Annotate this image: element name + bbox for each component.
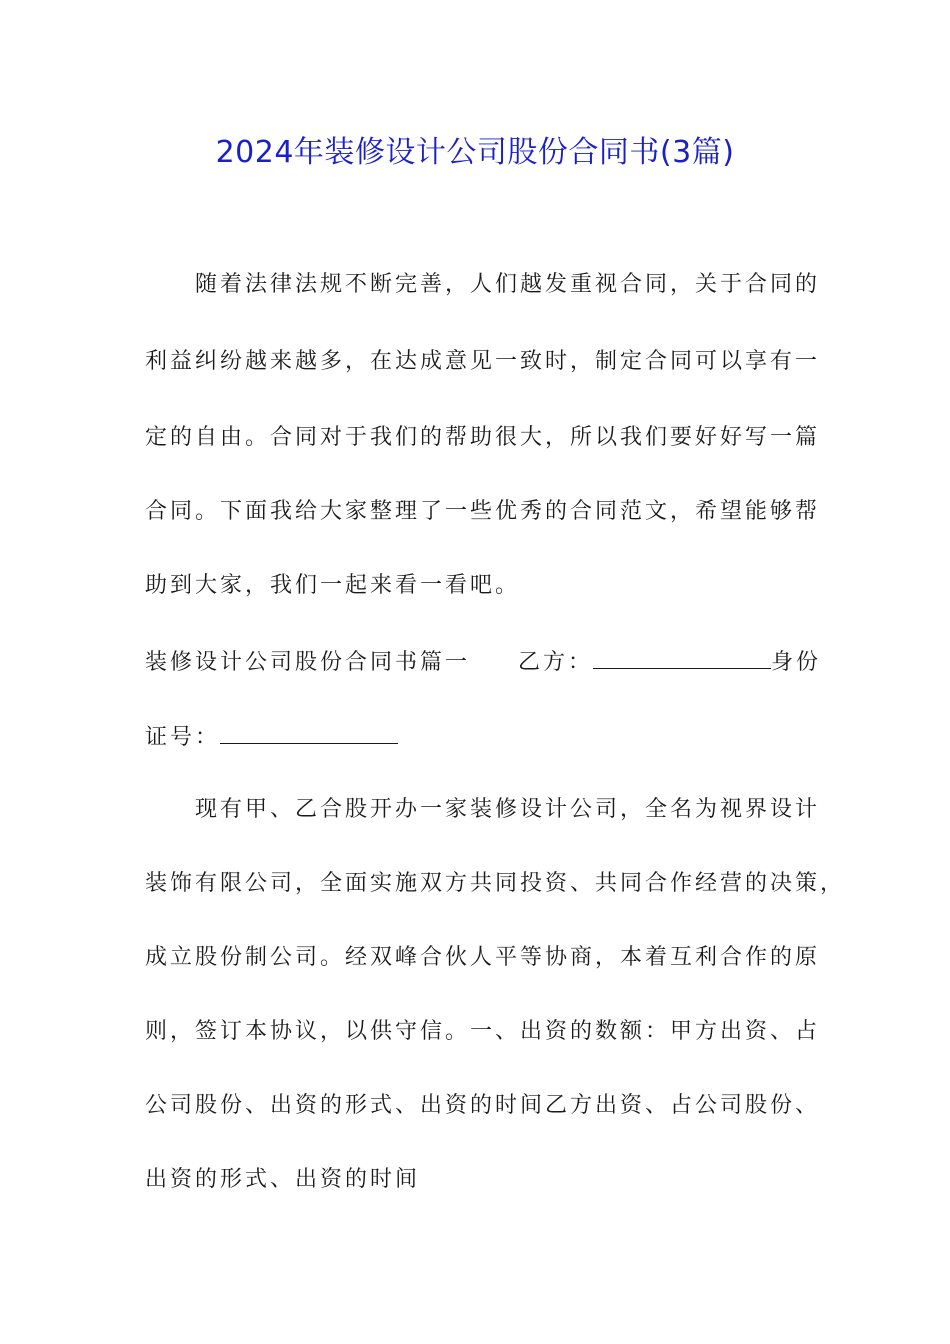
body-line: 公司股份、出资的形式、出资的时间乙方出资、占公司股份、 xyxy=(145,1093,821,1118)
party-b-blank xyxy=(593,640,771,669)
id-label: 证号： xyxy=(145,725,221,750)
document-title: 2024年装修设计公司股份合同书(3篇) xyxy=(215,135,735,170)
id-label: 身份 xyxy=(771,650,822,675)
body-line: 出资的形式、出资的时间 xyxy=(145,1167,421,1192)
intro-line: 定的自由。合同对于我们的帮助很大，所以我们要好好写一篇 xyxy=(145,425,821,450)
id-number-blank xyxy=(220,715,398,744)
intro-line: 利益纠纷越来越多，在达成意见一致时，制定合同可以享有一 xyxy=(145,349,821,374)
section-heading-line xyxy=(145,640,825,683)
party-b-label: 乙方： xyxy=(518,650,594,675)
body-line: 则，签订本协议，以供守信。一、出资的数额：甲方出资、占 xyxy=(145,1019,821,1044)
section-heading: 装修设计公司股份合同书篇一 xyxy=(145,650,471,675)
body-line: 装饰有限公司，全面实施双方共同投资、共同合作经营的决策， xyxy=(145,871,846,896)
intro-line: 助到大家，我们一起来看一看吧。 xyxy=(145,573,521,598)
body-line: 成立股份制公司。经双峰合伙人平等协商，本着互利合作的原 xyxy=(145,945,821,970)
intro-line: 合同。下面我给大家整理了一些优秀的合同范文，希望能够帮 xyxy=(145,499,821,524)
id-number-line xyxy=(145,715,825,758)
intro-line: 随着法律法规不断完善，人们越发重视合同，关于合同的 xyxy=(195,272,821,297)
body-line: 现有甲、乙合股开办一家装修设计公司，全名为视界设计 xyxy=(195,797,821,822)
